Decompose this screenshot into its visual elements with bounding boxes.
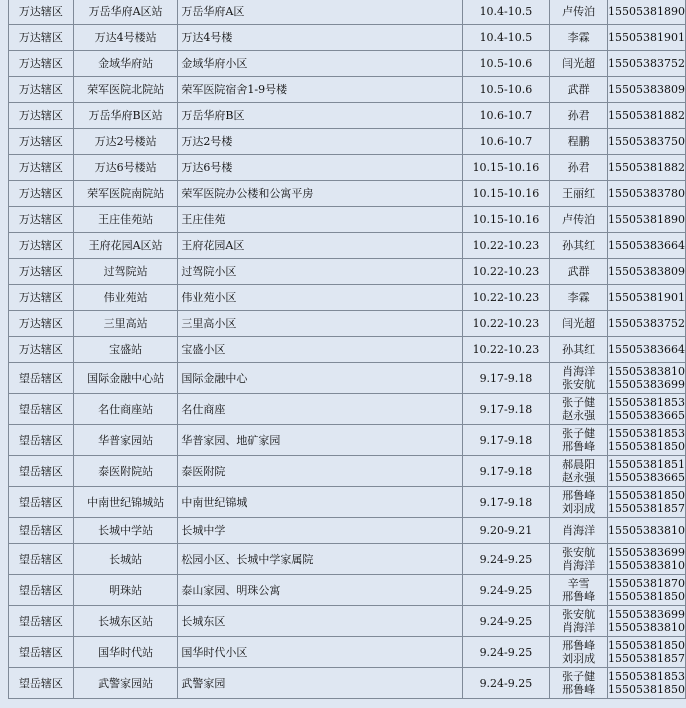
phone-number: 15505383664 [608,239,685,252]
phone-number: 15505383699 [608,608,685,621]
phone-number: 15505383780 [608,187,685,200]
contact-cell [550,259,608,285]
district-cell: 万达辖区 [9,233,74,259]
phone-number: 15505381850 [608,683,685,696]
date-cell: 9.17-9.18 [462,394,550,425]
phone-number: 15505381850 [608,440,685,453]
date-cell: 10.4-10.5 [462,25,550,51]
district-cell: 万达辖区 [9,51,74,77]
date-cell: 10.22-10.23 [462,233,550,259]
phone-number: 15505381882 [608,109,685,122]
contact-cell [550,207,608,233]
contact-name: 孙君 [567,109,590,122]
contact-name: 张子健 [562,396,596,409]
phone-number: 15505381882 [608,161,685,174]
phone-number: 15505381890 [608,213,685,226]
phone-number: 15505381850 [608,590,685,603]
site-cell: 荣军医院宿舍1-9号楼 [178,77,462,103]
contact-cell [550,425,608,456]
phone-number: 15505381853 [608,670,685,683]
table-row [9,394,686,425]
district-cell: 望岳辖区 [9,606,74,637]
table-row [9,668,686,699]
contact-cell [550,544,608,575]
date-cell: 10.15-10.16 [462,207,550,233]
table-row [9,337,686,363]
contact-cell [550,363,608,394]
station-cell: 长城东区站 [73,606,178,637]
district-cell: 望岳辖区 [9,544,74,575]
phone-number: 15505381870 [608,577,685,590]
site-cell: 万岳华府B区 [178,103,462,129]
contact-name: 闫光超 [562,317,596,330]
phone-cell [607,456,685,487]
district-cell: 万达辖区 [9,129,74,155]
contact-name: 肖海洋 [562,365,596,378]
district-cell: 万达辖区 [9,259,74,285]
phone-number: 15505383810 [608,365,685,378]
contact-name: 邢鲁峰 [562,590,596,603]
phone-number: 15505381853 [608,396,685,409]
site-cell: 宝盛小区 [178,337,462,363]
phone-number: 15505383699 [608,546,685,559]
contact-cell [550,51,608,77]
district-cell: 万达辖区 [9,337,74,363]
phone-number: 15505381901 [608,31,685,44]
station-cell: 金域华府站 [73,51,178,77]
table-row [9,425,686,456]
contact-name: 武群 [567,265,590,278]
contact-name: 辛雪 [567,577,590,590]
site-cell: 中南世纪锦城 [178,487,462,518]
phone-number: 15505383809 [608,83,685,96]
district-cell: 望岳辖区 [9,487,74,518]
contact-cell [550,77,608,103]
date-cell: 9.24-9.25 [462,575,550,606]
site-cell: 华普家园、地矿家园 [178,425,462,456]
site-cell: 金域华府小区 [178,51,462,77]
phone-number: 15505383665 [608,471,685,484]
phone-number: 15505383752 [608,57,685,70]
table-row [9,637,686,668]
phone-cell [607,129,685,155]
table-row [9,487,686,518]
date-cell: 9.24-9.25 [462,637,550,668]
table-row [9,25,686,51]
station-cell: 万岳华府B区站 [73,103,178,129]
district-cell: 望岳辖区 [9,668,74,699]
phone-number: 15505381901 [608,291,685,304]
station-cell: 万达6号楼站 [73,155,178,181]
phone-number: 15505381851 [608,458,685,471]
date-cell: 10.15-10.16 [462,155,550,181]
station-cell: 荣军医院南院站 [73,181,178,207]
contact-name: 刘羽成 [562,502,596,515]
phone-cell [607,25,685,51]
station-cell: 王府花园A区站 [73,233,178,259]
phone-number: 15505381850 [608,639,685,652]
station-cell: 武警家园站 [73,668,178,699]
table-row [9,181,686,207]
phone-cell [607,181,685,207]
district-cell: 万达辖区 [9,181,74,207]
station-cell: 名仕商座站 [73,394,178,425]
date-cell: 9.24-9.25 [462,544,550,575]
table-row [9,606,686,637]
date-cell: 9.24-9.25 [462,668,550,699]
contact-cell [550,394,608,425]
district-cell: 万达辖区 [9,0,74,25]
district-cell: 万达辖区 [9,25,74,51]
contact-cell [550,25,608,51]
district-cell: 万达辖区 [9,207,74,233]
contact-name: 卢传泊 [562,5,596,18]
phone-cell [607,207,685,233]
contact-name: 武群 [567,83,590,96]
phone-number: 15505383810 [608,524,685,537]
phone-cell [607,51,685,77]
phone-number: 15505383664 [608,343,685,356]
station-cell: 长城中学站 [73,518,178,544]
contact-cell [550,518,608,544]
phone-number: 15505383810 [608,559,685,572]
contact-name: 李霖 [567,291,590,304]
phone-cell [607,518,685,544]
contact-name: 卢传泊 [562,213,596,226]
date-cell: 9.17-9.18 [462,456,550,487]
phone-cell [607,606,685,637]
contact-cell [550,637,608,668]
date-cell: 10.5-10.6 [462,51,550,77]
phone-cell [607,394,685,425]
table-row [9,103,686,129]
contact-name: 肖海洋 [562,621,596,634]
station-cell: 泰医附院站 [73,456,178,487]
contact-name: 孙君 [567,161,590,174]
contact-name: 李霖 [567,31,590,44]
site-cell: 三里高小区 [178,311,462,337]
table-row [9,456,686,487]
site-cell: 王府花园A区 [178,233,462,259]
phone-cell [607,425,685,456]
table-row [9,155,686,181]
schedule-body [9,0,686,699]
contact-cell [550,337,608,363]
site-cell: 松园小区、长城中学家属院 [178,544,462,575]
site-cell: 万达2号楼 [178,129,462,155]
contact-name: 孙其红 [562,239,596,252]
contact-name: 邢鲁峰 [562,683,596,696]
contact-cell [550,155,608,181]
table-row [9,311,686,337]
contact-cell [550,0,608,25]
phone-cell [607,668,685,699]
contact-name: 刘羽成 [562,652,596,665]
site-cell: 长城中学 [178,518,462,544]
station-cell: 国际金融中心站 [73,363,178,394]
site-cell: 万达4号楼 [178,25,462,51]
contact-name: 张安航 [562,608,596,621]
site-cell: 万达6号楼 [178,155,462,181]
contact-name: 张安航 [562,546,596,559]
site-cell: 荣军医院办公楼和公寓平房 [178,181,462,207]
district-cell: 万达辖区 [9,155,74,181]
phone-cell [607,0,685,25]
contact-cell [550,575,608,606]
contact-cell [550,311,608,337]
phone-number: 15505383699 [608,378,685,391]
district-cell: 望岳辖区 [9,363,74,394]
contact-name: 邢鲁峰 [562,440,596,453]
date-cell: 10.22-10.23 [462,259,550,285]
phone-number: 15505383750 [608,135,685,148]
district-cell: 望岳辖区 [9,518,74,544]
station-cell: 明珠站 [73,575,178,606]
phone-cell [607,337,685,363]
date-cell: 10.6-10.7 [462,129,550,155]
district-cell: 万达辖区 [9,77,74,103]
station-cell: 万达4号楼站 [73,25,178,51]
station-cell: 王庄佳苑站 [73,207,178,233]
contact-cell [550,285,608,311]
phone-number: 15505381890 [608,5,685,18]
contact-cell [550,129,608,155]
phone-cell [607,363,685,394]
station-cell: 华普家园站 [73,425,178,456]
site-cell: 万岳华府A区 [178,0,462,25]
date-cell: 9.17-9.18 [462,425,550,456]
date-cell: 9.24-9.25 [462,606,550,637]
contact-name: 肖海洋 [562,559,596,572]
phone-cell [607,103,685,129]
phone-number: 15505381853 [608,427,685,440]
table-row [9,363,686,394]
phone-cell [607,575,685,606]
phone-cell [607,155,685,181]
phone-cell [607,285,685,311]
station-cell: 国华时代站 [73,637,178,668]
contact-cell [550,233,608,259]
contact-name: 肖海洋 [562,524,596,537]
schedule-table [8,0,686,699]
table-row [9,207,686,233]
phone-cell [607,544,685,575]
station-cell: 三里高站 [73,311,178,337]
station-cell: 荣军医院北院站 [73,77,178,103]
site-cell: 长城东区 [178,606,462,637]
district-cell: 望岳辖区 [9,394,74,425]
site-cell: 泰山家园、明珠公寓 [178,575,462,606]
table-row [9,544,686,575]
phone-number: 15505381857 [608,502,685,515]
station-cell: 万岳华府A区站 [73,0,178,25]
date-cell: 9.20-9.21 [462,518,550,544]
site-cell: 名仕商座 [178,394,462,425]
table-row [9,77,686,103]
district-cell: 望岳辖区 [9,456,74,487]
contact-cell [550,487,608,518]
site-cell: 泰医附院 [178,456,462,487]
date-cell: 10.22-10.23 [462,285,550,311]
date-cell: 10.22-10.23 [462,337,550,363]
phone-cell [607,259,685,285]
district-cell: 望岳辖区 [9,637,74,668]
site-cell: 过驾院小区 [178,259,462,285]
contact-cell [550,668,608,699]
contact-name: 王丽红 [562,187,596,200]
contact-name: 赵永强 [562,409,596,422]
table-row [9,129,686,155]
table-row [9,518,686,544]
site-cell: 国际金融中心 [178,363,462,394]
date-cell: 10.5-10.6 [462,77,550,103]
district-cell: 望岳辖区 [9,425,74,456]
contact-name: 张子健 [562,670,596,683]
station-cell: 中南世纪锦城站 [73,487,178,518]
table-row [9,233,686,259]
date-cell: 10.4-10.5 [462,0,550,25]
site-cell: 国华时代小区 [178,637,462,668]
contact-cell [550,606,608,637]
contact-name: 张子健 [562,427,596,440]
contact-name: 邢鲁峰 [562,639,596,652]
phone-number: 15505383810 [608,621,685,634]
contact-name: 张安航 [562,378,596,391]
contact-name: 赵永强 [562,471,596,484]
contact-name: 孙其红 [562,343,596,356]
contact-name: 郝晨阳 [562,458,596,471]
district-cell: 万达辖区 [9,311,74,337]
phone-cell [607,487,685,518]
date-cell: 10.15-10.16 [462,181,550,207]
district-cell: 望岳辖区 [9,575,74,606]
date-cell: 10.22-10.23 [462,311,550,337]
table-row [9,259,686,285]
date-cell: 9.17-9.18 [462,487,550,518]
table-row [9,51,686,77]
phone-number: 15505383665 [608,409,685,422]
site-cell: 伟业苑小区 [178,285,462,311]
phone-number: 15505381850 [608,489,685,502]
district-cell: 万达辖区 [9,103,74,129]
contact-cell [550,103,608,129]
phone-number: 15505383809 [608,265,685,278]
date-cell: 10.6-10.7 [462,103,550,129]
phone-cell [607,637,685,668]
phone-cell [607,311,685,337]
table-row [9,575,686,606]
district-cell: 万达辖区 [9,285,74,311]
site-cell: 王庄佳苑 [178,207,462,233]
contact-name: 闫光超 [562,57,596,70]
table-row [9,285,686,311]
phone-number: 15505381857 [608,652,685,665]
site-cell: 武警家园 [178,668,462,699]
table-row [9,0,686,25]
station-cell: 宝盛站 [73,337,178,363]
contact-cell [550,181,608,207]
contact-name: 邢鲁峰 [562,489,596,502]
station-cell: 伟业苑站 [73,285,178,311]
date-cell: 9.17-9.18 [462,363,550,394]
phone-number: 15505383752 [608,317,685,330]
station-cell: 万达2号楼站 [73,129,178,155]
phone-cell [607,77,685,103]
contact-cell [550,456,608,487]
phone-cell [607,233,685,259]
contact-name: 程鹏 [567,135,590,148]
station-cell: 过驾院站 [73,259,178,285]
station-cell: 长城站 [73,544,178,575]
